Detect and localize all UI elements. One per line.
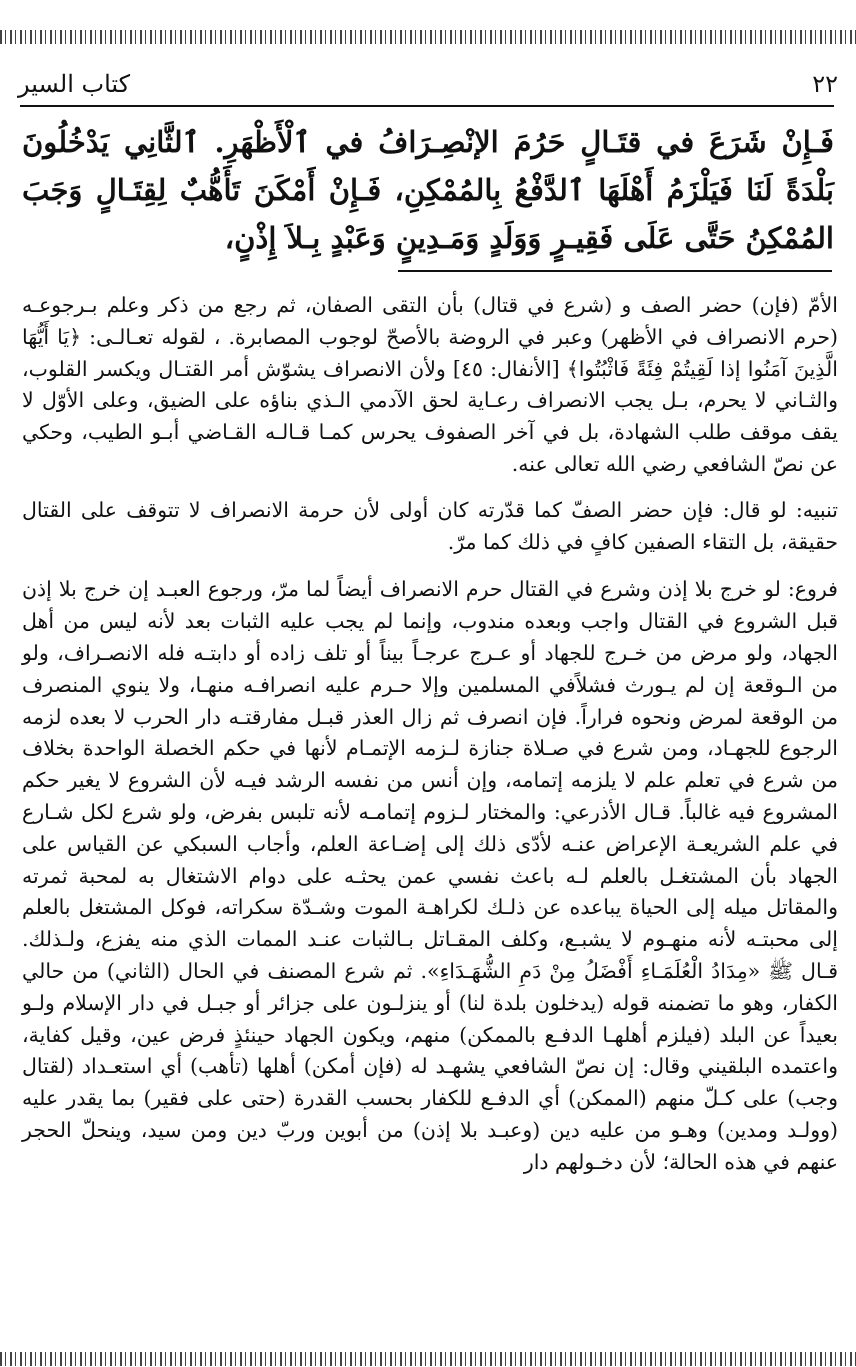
commentary-block	[22, 290, 838, 1195]
commentary-paragraph-1: الأمّ (فإن) حضر الصف و (شرع في قتال) بأن التقى الصفان، ثم رجع من ذكر وعلم بـرجوعـه (حرم الانصراف في الأظهر) وعبر في الروضة بالأصحّ لوجوب المصابرة. ، لقوله تعـالـى: ﴿يَا أَيُّهَا الَّذِينَ آمَنُوا إذا لَقِيتُمْ فِئَةً فَاثْبُتُوا﴾ [الأنفال: ٤٥] ولأن الانصراف يشوّش أمر القتـال ويكسر القلوب، والثـاني لا يحرم، بـل يجب الانصراف رعـاية لحق الآدمي الـذي بناؤه على الضيق، وعلى الأوّل لا يقف موقف طلب الشهادة، بل في آخر الصفوف يحرس كمـا قـالـه القـاضي أبـو الطيب، وحكي عن نصّ الشافعي رضي الله تعالى عنه.	[22, 293, 838, 476]
page-number: ٢٢	[812, 70, 838, 98]
running-title: كتاب السير	[18, 70, 131, 98]
commentary-paragraph-2: تنبيه: لو قال: فإن حضر الصفّ كما قدّرته كان أولى لأن حرمة الانصراف لا تتوقف على القتال حقيقة، بل التقاء الصفين كافٍ في ذلك كما مرّ.	[22, 497, 838, 554]
commentary-paragraph-3: فروع: لو خرج بلا إذن وشرع في القتال حرم الانصراف أيضاً لما مرّ، ورجوع العبـد إن خرج بلا إذن قبل الشروع في القتال واجب وبعده مندوب، وإنما لم يجب عليه الثبات بعد لأنه ليس من أهل الجهاد، ولو مرض من خـرج للجهاد أو عـرج عرجـاً بيناً أو تلف زاده أو دابتـه فله الانصـراف، ولو من الـوقعة إن لم يـورث فشلاًفي المسلمين وإلا حـرم عليه انصرافـه منهـا، ولا ينوي المنصرف من الوقعة لمرض ونحوه فراراً. فإن انصرف ثم زال العذر قبـل مفارقتـه دار الحرب لا بعده لزمه الرجوع للجهـاد، ومن شرع في صـلاة جنازة لـزمه الإتمـام لأنها في حكم الخصلة الواحدة بخلاف من شرع في تعلم علم لا يلزمه إتمامه، وإن أنس من نفسه الرشد فيـه لأن الشروع لا يغير حكم المشروع فيه غالباً. قـال الأذرعي: والمختار لـزوم إتمامـه لأنه تلبس بفرض، ولو شرع لكل شـارع في علم الشريعـة الإعراض عنـه لأدّى ذلك إلى إضـاعة العلم، وأجاب السبكي عن القياس على الجهاد بأن المشتغـل بالعلم لـه باعث نفسي عمن يحثـه على دوام الاشتغال به لمحبة ثمرته والمقاتل ميله إلى الحياة يباعده عن ذلـك لكراهـة الموت وشـدّة سكراته، فوكل المشتغل بالعلم إلى محبتـه لأنه منهـوم لا يشبـع، وكلف المقـاتل بـالثبات عنـد الممات الذي منه يفزع، ولـذلك. قـال ﷺ «مِدَادُ الْعُلَمَـاءِ أَفْضَلُ مِنْ دَمِ الشُّهَـدَاءِ». ثم شرع المصنف في الحال (الثاني) من حالي الكفار، وهو ما تضمنه قوله (يدخلون بلدة لنا) أو ينزلـون على جزائر أو جبـل في دار الإسلام ولـو بعيداً عن البلد (فيلزم أهلهـا الدفـع بالممكن) منهم، ويكون الجهاد حينئذٍ فرض عين، وقيل كفاية، واعتمده البلقيني وقال: إن نصّ الشافعي يشهـد له (فإن أمكن) أهلها (تأهب) أي استعـداد (لقتال وجب) على كـلّ منهم (الممكن) أي الدفـع للكفار بحسب القدرة (حتى على فقير) بما يقدر عليه (وولـد ومدين) وهـو من عليه دين (وعبـد بلا إذن) من أبوين وربّ دين ومن سيد، وينحلّ الحجر عنهم في هذه الحالة؛ لأن دخـولهم دار	[22, 577, 838, 1174]
matn-separator-rule	[398, 270, 832, 272]
page-header	[18, 64, 838, 104]
matn-text-block	[22, 118, 834, 262]
header-rule	[20, 105, 834, 107]
bottom-ornament-border	[0, 1352, 856, 1366]
matn-paragraph: فَـإِنْ شَرَعَ في قتَـالٍ حَرُمَ الإنْصِـرَافُ في ٱلْأَظْهَرِ. ٱلثَّانِي يَدْخُلُونَ بَلْدَةً لَنَا فَيَلْزَمُ أَهْلَهَا ٱلدَّفْعُ بِالمُمْكِنِ، فَـإِنْ أَمْكَنَ تَأَهُّبٌ لِقِتَـالٍ وَجَبَ المُمْكِنُ حَتَّى عَلَى فَقِيـرٍ وَوَلَدٍ وَمَـدِينٍ وَعَبْدٍ بِـلاَ إِذْنٍ،	[22, 125, 834, 255]
top-ornament-border	[0, 30, 856, 44]
